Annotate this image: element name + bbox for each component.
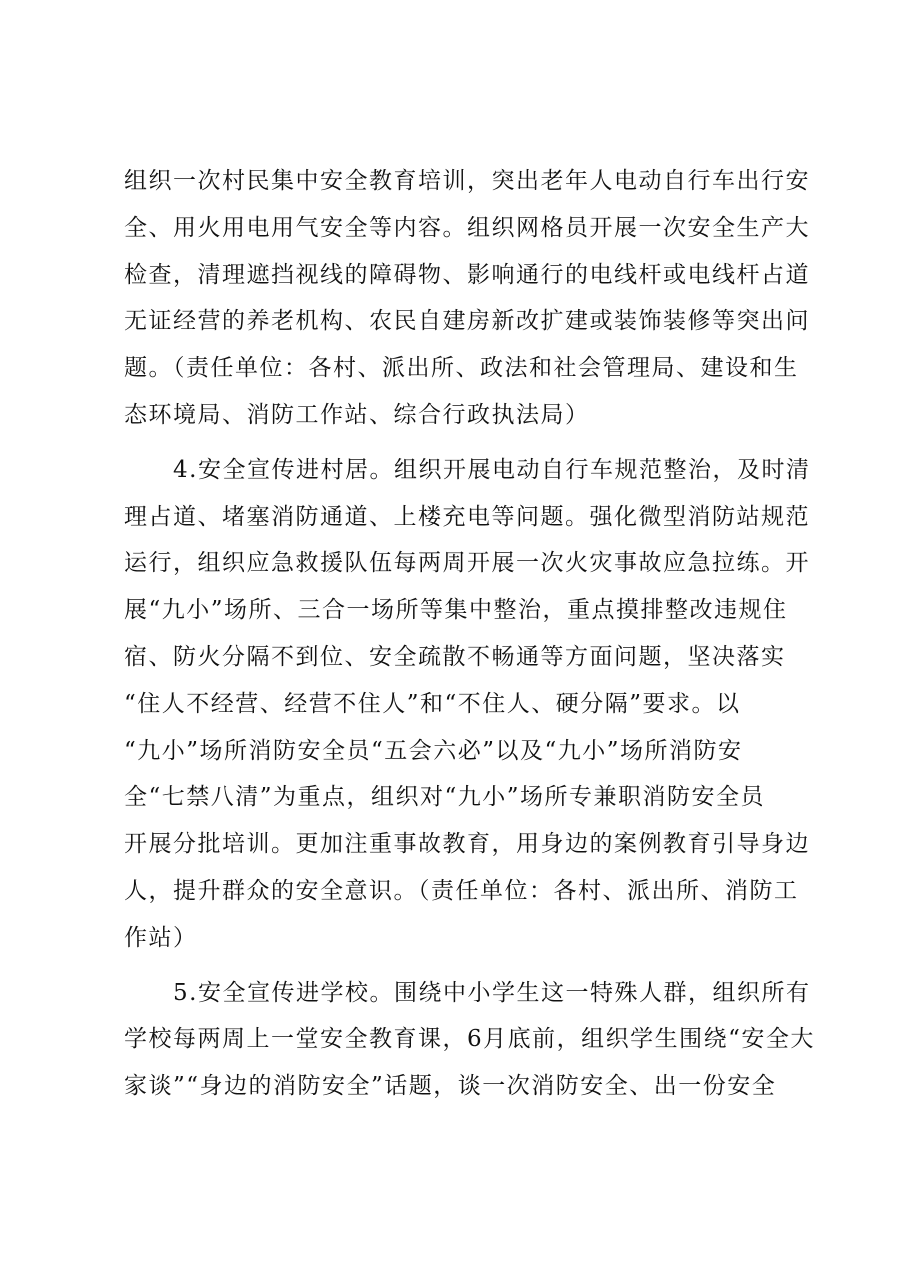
paragraph-gap <box>124 439 814 447</box>
text-line: 题。（责任单位：各村、派出所、政法和社会管理局、建设和生 <box>124 355 799 382</box>
text-line: “九小”场所消防安全员“五会六必”以及“九小”场所消防安 <box>124 737 743 764</box>
text-line: 宿、防火分隔不到位、安全疏散不畅通等方面问题，坚决落实 <box>124 643 786 670</box>
text-line: 全、用火用电用气安全等内容。组织网格员开展一次安全生产大 <box>124 214 810 241</box>
text-line: 态环境局、消防工作站、综合行政执法局） <box>124 401 590 428</box>
text-line: 全“七禁八清”为重点，组织对“九小”场所专兼职消防安全员 <box>124 784 766 811</box>
paragraph-gap <box>124 962 814 970</box>
text-line: 作站） <box>124 924 198 951</box>
text-line: 5.安全宣传进学校。围绕中小学生这一特殊人群，组织所有 <box>124 979 811 1006</box>
text-line: 理占道、堵塞消防通道、上楼充电等问题。强化微型消防站规范 <box>124 503 810 530</box>
text-line: 家谈”“身边的消防安全”话题，谈一次消防安全、出一份安全 <box>124 1073 777 1100</box>
text-line: 组织一次村民集中安全教育培训，突出老年人电动自行车出行安 <box>124 168 810 194</box>
text-line: 4.安全宣传进村居。组织开展电动自行车规范整治，及时清 <box>124 456 811 483</box>
text-line: 人，提升群众的安全意识。（责任单位：各村、派出所、消防工 <box>124 877 799 904</box>
text-line: 开展分批培训。更加注重事故教育，用身边的案例教育引导身边 <box>124 831 810 858</box>
text-line: 学校每两周上一堂安全教育课，6月底前，组织学生围绕“安全大 <box>124 1026 815 1053</box>
text-line: 运行，组织应急救援队伍每两周开展一次火灾事故应急拉练。开 <box>124 550 810 577</box>
text-line: “住人不经营、经营不住人”和“不住人、硬分隔”要求。以 <box>124 690 741 717</box>
text-line: 检查，清理遮挡视线的障碍物、影响通行的电线杆或电线杆占道 <box>124 261 810 288</box>
text-line: 无证经营的养老机构、农民自建房新改扩建或装饰装修等突出问 <box>124 308 810 335</box>
document-body <box>124 158 814 1110</box>
text-line: 展“九小”场所、三合一场所等集中整治，重点摸排整改违规住 <box>124 597 788 624</box>
